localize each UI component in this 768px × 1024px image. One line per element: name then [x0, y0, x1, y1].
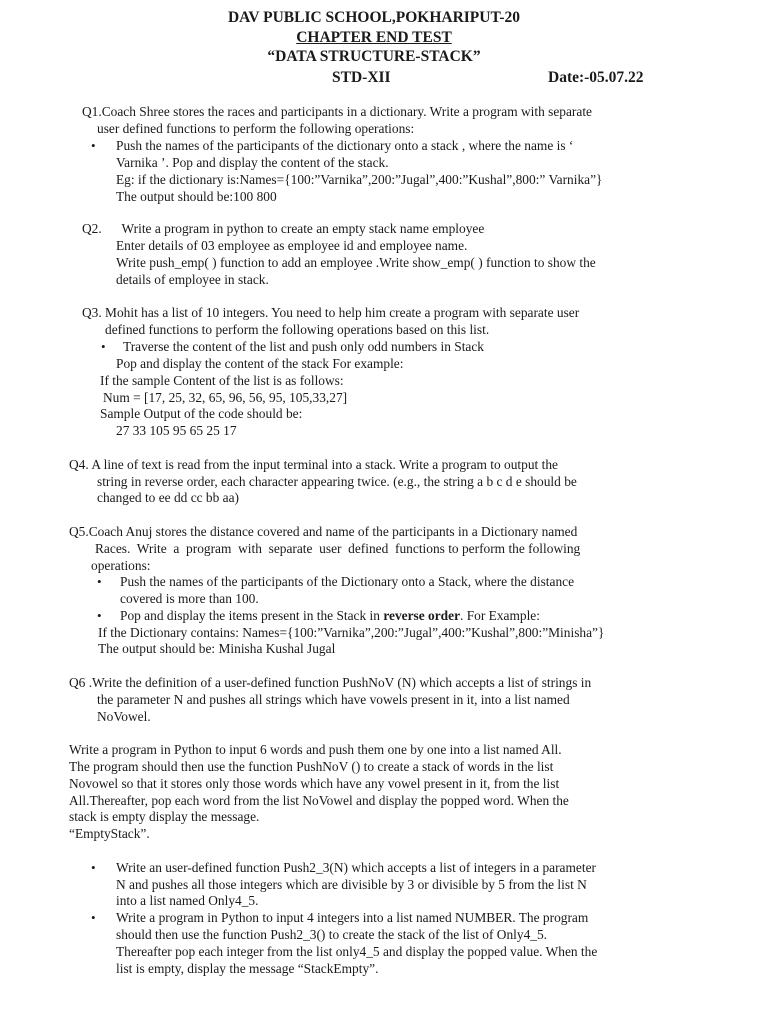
q1-output: The output should be:100 800 [116, 189, 277, 204]
bullet-icon: • [91, 860, 96, 875]
test-title [0, 28, 748, 47]
q3-line-1: Q3. Mohit has a list of 10 integers. You need to help him create a program with separate user [82, 305, 580, 320]
para-line-1: Write a program in Python to input 6 words and push them one by one into a list named All. [69, 742, 562, 757]
q2-line-2: Enter details of 03 employee as employee id and employee name. [116, 238, 468, 253]
q5-line-4: If the Dictionary contains: Names={100:”Varnika”,200:”Jugal”,400:”Kushal”,800:”Minisha”} [98, 625, 605, 640]
topic-title: “DATA STRUCTURE-STACK” [267, 48, 481, 65]
q5-line-1: Q5.Coach Anuj stores the distance covered and name of the participants in a Dictionary named [69, 524, 578, 539]
q1-example: Eg: if the dictionary is:Names={100:”Varnika”,200:”Jugal”,400:”Kushal”,800:” Varnika”} [116, 172, 603, 187]
q5-bullet-2-tail: . For Example: [460, 608, 540, 623]
q3-line-6: 27 33 105 95 65 25 17 [116, 423, 237, 438]
q5-bullet-1-line-1: Push the names of the participants of the Dictionary onto a Stack, where the distance [120, 574, 575, 589]
date-label: Date:-05.07.22 [548, 69, 644, 86]
q6-line-2: the parameter N and pushes all strings which have vowels present in it, into a list named [97, 692, 570, 707]
q1-line-1: Q1.Coach Shree stores the races and participants in a dictionary. Write a program with separate [82, 104, 592, 119]
q5-bullet-2-text: Pop and display the items present in the Stack in [120, 608, 384, 623]
q5-bullet-1-line-2: covered is more than 100. [120, 591, 259, 606]
q1-bullet-line-2: Varnika ’. Pop and display the content of the stack. [116, 155, 389, 170]
q1-bullet-line-1: Push the names of the participants of the dictionary onto a stack , where the name is ‘ [116, 138, 574, 153]
q5-line-5: The output should be: Minisha Kushal Jugal [98, 641, 336, 656]
final-bullet-2-line-2: should then use the function Push2_3() to create the stack of the list of Only4_5. [116, 927, 548, 942]
q3-line-4: Num = [17, 25, 32, 65, 96, 56, 95, 105,33,27] [103, 390, 348, 405]
test-title-text: CHAPTER END TEST [296, 29, 452, 46]
bullet-icon: • [101, 339, 106, 354]
q3-line-2: defined functions to perform the following operations based on this list. [105, 322, 490, 337]
q4-line-2: string in reverse order, each character appearing twice. (e.g., the string a b c d e should be [97, 474, 577, 489]
q2-line-3: Write push_emp( ) function to add an employee .Write show_emp( ) function to show the [116, 255, 596, 270]
final-bullet-2-line-3: Thereafter pop each integer from the list only4_5 and display the popped value. When the [116, 944, 598, 959]
q2-line-1: Q2. Write a program in python to create an empty stack name employee [82, 221, 485, 236]
reverse-order-emphasis: reverse order [383, 608, 461, 623]
bullet-icon: • [91, 910, 96, 925]
q4-line-1: Q4. A line of text is read from the input terminal into a stack. Write a program to output the [69, 457, 558, 472]
q3-bullet-line-1: Traverse the content of the list and push only odd numbers in Stack [123, 339, 484, 354]
q3-bullet-line-2: Pop and display the content of the stack For example: [116, 356, 404, 371]
para-line-6: “EmptyStack”. [69, 826, 150, 841]
q3-line-3: If the sample Content of the list is as follows: [100, 373, 344, 388]
final-bullet-1-line-3: into a list named Only4_5. [116, 893, 259, 908]
q5-bullet-2 [120, 608, 540, 625]
final-bullet-2-line-1: Write a program in Python to input 4 integers into a list named NUMBER. The program [116, 910, 589, 925]
q5-line-2: Races. Write a program with separate user defined functions to perform the following [95, 541, 581, 556]
q5-line-3: operations: [91, 558, 151, 573]
q6-line-1: Q6 .Write the definition of a user-defined function PushNoV (N) which accepts a list of strings in [69, 675, 592, 690]
bullet-icon: • [91, 138, 96, 153]
bullet-icon: • [97, 608, 102, 623]
q2-line-4: details of employee in stack. [116, 272, 269, 287]
para-line-3: Novowel so that it stores only those words which have any vowel present in it, from the list [69, 776, 560, 791]
bullet-icon: • [97, 574, 102, 589]
final-bullet-1-line-2: N and pushes all those integers which are divisible by 3 or divisible by 5 from the list N [116, 877, 587, 892]
final-bullet-1-line-1: Write an user-defined function Push2_3(N) which accepts a list of integers in a parameter [116, 860, 596, 875]
q3-line-5: Sample Output of the code should be: [100, 406, 303, 421]
para-line-5: stack is empty display the message. [69, 809, 260, 824]
school-name: DAV PUBLIC SCHOOL,POKHARIPUT-20 [227, 9, 521, 26]
class-label: STD-XII [332, 69, 391, 86]
q1-line-2: user defined functions to perform the following operations: [97, 121, 415, 136]
final-bullet-2-line-4: list is empty, display the message “StackEmpty”. [116, 961, 379, 976]
para-line-2: The program should then use the function PushNoV () to create a stack of words in the list [69, 759, 554, 774]
q4-line-3: changed to ee dd cc bb aa) [97, 490, 240, 505]
q6-line-3: NoVowel. [97, 709, 151, 724]
para-line-4: All.Thereafter, pop each word from the list NoVowel and display the popped word. When the [69, 793, 569, 808]
